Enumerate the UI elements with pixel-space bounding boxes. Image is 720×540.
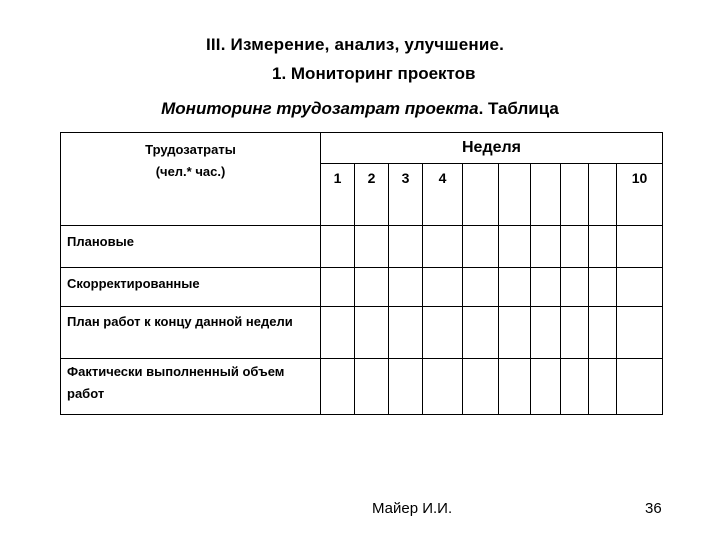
header-corner-cell bbox=[61, 133, 321, 226]
data-cell bbox=[321, 268, 355, 307]
data-cell bbox=[531, 226, 561, 268]
data-cell bbox=[321, 359, 355, 415]
caption-italic: Мониторинг трудозатрат проекта bbox=[161, 99, 479, 118]
week-number-cell: 1 bbox=[321, 164, 355, 226]
data-cell bbox=[321, 307, 355, 359]
week-number-cell bbox=[499, 164, 531, 226]
data-cell bbox=[561, 307, 589, 359]
table-row bbox=[61, 268, 663, 307]
row-label-plan-end-of-week: План работ к концу данной недели bbox=[61, 307, 321, 359]
data-cell bbox=[617, 226, 663, 268]
data-cell bbox=[617, 359, 663, 415]
data-cell bbox=[423, 359, 463, 415]
data-cell bbox=[389, 268, 423, 307]
data-cell bbox=[589, 359, 617, 415]
row-label-actual-done: Фактически выполненный объем работ bbox=[61, 359, 321, 415]
data-cell bbox=[389, 307, 423, 359]
data-cell bbox=[463, 268, 499, 307]
heading-line-2: 1. Мониторинг проектов bbox=[272, 64, 476, 83]
data-cell bbox=[355, 268, 389, 307]
data-cell bbox=[531, 359, 561, 415]
data-cell bbox=[463, 359, 499, 415]
data-cell bbox=[531, 268, 561, 307]
week-number-cell: 2 bbox=[355, 164, 389, 226]
table-row bbox=[61, 226, 663, 268]
data-cell bbox=[499, 307, 531, 359]
corner-unit: (чел.* час.) bbox=[155, 164, 226, 179]
data-cell bbox=[589, 226, 617, 268]
data-cell bbox=[423, 226, 463, 268]
data-cell bbox=[499, 359, 531, 415]
week-number-cell: 4 bbox=[423, 164, 463, 226]
data-cell bbox=[423, 307, 463, 359]
data-cell bbox=[463, 226, 499, 268]
table-caption bbox=[0, 99, 720, 119]
data-cell bbox=[321, 226, 355, 268]
week-number-cell: 3 bbox=[389, 164, 423, 226]
data-cell bbox=[561, 268, 589, 307]
data-cell bbox=[589, 307, 617, 359]
table-row bbox=[61, 307, 663, 359]
week-number-cell bbox=[531, 164, 561, 226]
data-cell bbox=[423, 268, 463, 307]
data-cell bbox=[531, 307, 561, 359]
week-header: Неделя bbox=[321, 133, 663, 164]
page-number: 36 bbox=[645, 500, 662, 517]
data-cell bbox=[463, 307, 499, 359]
row-label-planned: Плановые bbox=[61, 226, 321, 268]
footer-author: Майер И.И. bbox=[372, 500, 453, 517]
data-cell bbox=[617, 268, 663, 307]
data-cell bbox=[355, 359, 389, 415]
data-cell bbox=[389, 226, 423, 268]
data-cell bbox=[355, 307, 389, 359]
corner-label: Трудозатраты bbox=[145, 142, 236, 157]
caption-plain: . Таблица bbox=[478, 99, 559, 118]
data-cell bbox=[589, 268, 617, 307]
data-cell bbox=[561, 226, 589, 268]
data-cell bbox=[499, 226, 531, 268]
table-row bbox=[61, 359, 663, 415]
data-cell bbox=[561, 359, 589, 415]
week-number-cell bbox=[463, 164, 499, 226]
data-cell bbox=[389, 359, 423, 415]
heading-line-1: III. Измерение, анализ, улучшение. bbox=[205, 35, 505, 54]
data-cell bbox=[355, 226, 389, 268]
row-label-adjusted: Скорректированные bbox=[61, 268, 321, 307]
data-cell bbox=[499, 268, 531, 307]
labor-cost-table bbox=[60, 132, 663, 415]
week-number-cell bbox=[561, 164, 589, 226]
week-number-cell: 10 bbox=[617, 164, 663, 226]
week-number-cell bbox=[589, 164, 617, 226]
data-cell bbox=[617, 307, 663, 359]
